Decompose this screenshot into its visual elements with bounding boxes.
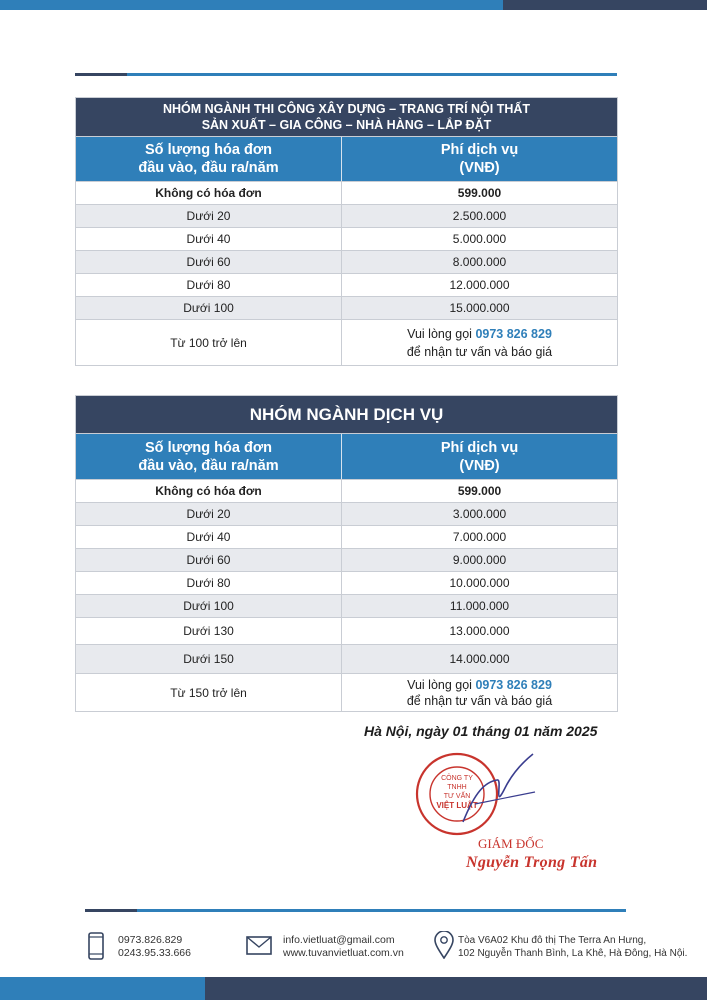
- stamp-text-1: CÔNG TY: [441, 775, 473, 782]
- table-row: [76, 549, 618, 572]
- column-header-fee: Phí dịch vụ (VNĐ): [342, 137, 618, 182]
- table-row: [76, 228, 618, 251]
- table-row: [76, 503, 618, 526]
- row-label: Từ 150 trở lên: [76, 674, 342, 712]
- footer-phone-1[interactable]: 0973.826.829: [118, 934, 183, 946]
- row-label: Dưới 130: [76, 618, 342, 645]
- stamp-text-4: VIỆT LUẬT: [436, 801, 478, 810]
- row-fee: 7.000.000: [342, 526, 618, 549]
- row-fee: 5.000.000: [342, 228, 618, 251]
- footer-rule-dark: [85, 909, 137, 912]
- header-rule-dark: [75, 73, 127, 76]
- top-accent-bar-dark: [503, 0, 707, 10]
- price-table-services: [75, 395, 618, 712]
- phone-icon: [87, 932, 105, 960]
- stamp-text-3: TƯ VẤN: [443, 793, 471, 800]
- row-fee: 11.000.000: [342, 595, 618, 618]
- table-row: [76, 595, 618, 618]
- row-fee: 9.000.000: [342, 549, 618, 572]
- column-header-fee: Phí dịch vụ (VNĐ): [342, 434, 618, 480]
- row-label: Từ 100 trở lên: [76, 320, 342, 366]
- table-row: [76, 526, 618, 549]
- table-header-row: [76, 434, 618, 480]
- footer-address-line2: 102 Nguyễn Thanh Bình, La Khê, Hà Đông, Hà Nội.: [458, 948, 688, 959]
- row-label: Không có hóa đơn: [76, 480, 342, 503]
- footer-website[interactable]: www.tuvanvietluat.com.vn: [283, 947, 404, 959]
- table-row-contact: [76, 674, 618, 712]
- footer-web-contacts: [283, 934, 404, 960]
- table-row: [76, 182, 618, 205]
- row-label: Không có hóa đơn: [76, 182, 342, 205]
- contact-phone-link[interactable]: 0973 826 829: [475, 326, 552, 341]
- row-fee: 14.000.000: [342, 645, 618, 674]
- row-label: Dưới 150: [76, 645, 342, 674]
- row-fee: 15.000.000: [342, 297, 618, 320]
- group-title: NHÓM NGÀNH DỊCH VỤ: [249, 404, 444, 424]
- row-fee: 599.000: [342, 182, 618, 205]
- row-fee: 599.000: [342, 480, 618, 503]
- table-row-contact: [76, 320, 618, 366]
- group-title-line1: NHÓM NGÀNH THI CÔNG XÂY DỰNG – TRANG TRÍ NỘI THẤT: [162, 102, 531, 116]
- row-label: Dưới 80: [76, 572, 342, 595]
- row-label: Dưới 40: [76, 228, 342, 251]
- top-accent-bar-blue: [0, 0, 503, 10]
- row-fee: 12.000.000: [342, 274, 618, 297]
- company-stamp: [405, 742, 545, 842]
- bottom-accent-bar-dark: [205, 977, 707, 1000]
- director-title: GIÁM ĐỐC: [478, 836, 544, 851]
- table-group-title-row: [76, 396, 618, 434]
- table-row: [76, 205, 618, 228]
- row-contact: Vui lòng gọi 0973 826 829 để nhận tư vấn và báo giá: [342, 320, 618, 366]
- table-row: [76, 251, 618, 274]
- table-row: [76, 297, 618, 320]
- row-label: Dưới 20: [76, 503, 342, 526]
- footer-rule-blue: [137, 909, 626, 912]
- footer-phones: [118, 934, 191, 960]
- row-label: Dưới 100: [76, 297, 342, 320]
- row-label: Dưới 60: [76, 549, 342, 572]
- row-fee: 2.500.000: [342, 205, 618, 228]
- stamp-text-2: TNHH: [447, 784, 467, 791]
- column-header-quantity: Số lượng hóa đơn đầu vào, đầu ra/năm: [76, 137, 342, 182]
- table-row: [76, 645, 618, 674]
- column-header-quantity: Số lượng hóa đơn đầu vào, đầu ra/năm: [76, 434, 342, 480]
- director-name: Nguyễn Trọng Tấn: [466, 854, 598, 871]
- header-rule-blue: [127, 73, 617, 76]
- row-label: Dưới 60: [76, 251, 342, 274]
- row-label: Dưới 40: [76, 526, 342, 549]
- price-table-construction: [75, 97, 618, 366]
- footer-email[interactable]: info.vietluat@gmail.com: [283, 934, 395, 946]
- contact-phone-link[interactable]: 0973 826 829: [475, 677, 552, 692]
- row-fee: 13.000.000: [342, 618, 618, 645]
- location-pin-icon: [434, 931, 454, 959]
- row-fee: 8.000.000: [342, 251, 618, 274]
- table-row: [76, 274, 618, 297]
- footer-address: [458, 934, 687, 960]
- footer-phone-2[interactable]: 0243.95.33.666: [118, 947, 191, 959]
- table-group-title-row: [76, 98, 618, 137]
- signing-date: Hà Nội, ngày 01 tháng 01 năm 2025: [364, 723, 598, 739]
- row-fee: 10.000.000: [342, 572, 618, 595]
- signature-scribble: [463, 754, 533, 822]
- group-title-line2: SẢN XUẤT – GIA CÔNG – NHÀ HÀNG – LẮP ĐẶT: [201, 118, 492, 132]
- row-contact: Vui lòng gọi 0973 826 829 để nhận tư vấn và báo giá: [342, 674, 618, 712]
- row-label: Dưới 100: [76, 595, 342, 618]
- table-header-row: [76, 137, 618, 182]
- row-fee: 3.000.000: [342, 503, 618, 526]
- row-label: Dưới 20: [76, 205, 342, 228]
- bottom-accent-bar-blue: [0, 977, 205, 1000]
- footer-address-line1: Tòa V6A02 Khu đô thị The Terra An Hưng,: [458, 935, 647, 946]
- row-label: Dưới 80: [76, 274, 342, 297]
- table-row: [76, 572, 618, 595]
- table-row: [76, 618, 618, 645]
- mail-icon: [246, 936, 272, 955]
- table-row: [76, 480, 618, 503]
